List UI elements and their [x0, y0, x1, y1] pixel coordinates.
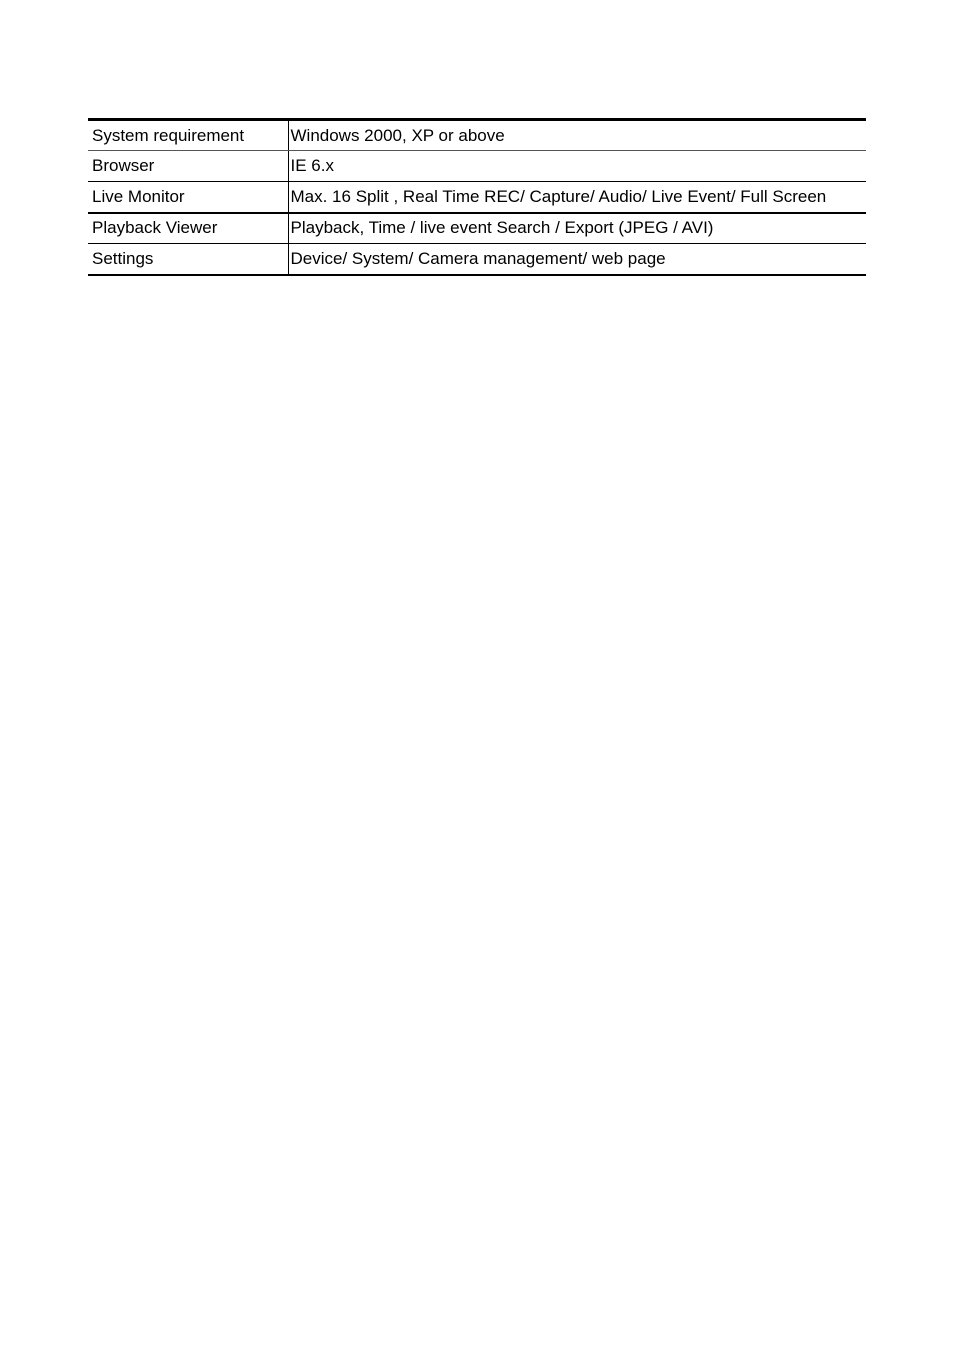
row-label: Browser: [88, 151, 288, 182]
table-row-system-requirement: [88, 120, 866, 151]
row-value: Windows 2000, XP or above: [288, 120, 866, 151]
table-row-live-monitor: [88, 182, 866, 213]
row-label: System requirement: [88, 120, 288, 151]
row-label: Settings: [88, 244, 288, 275]
specification-table: [88, 118, 866, 276]
table-row-playback-viewer: [88, 213, 866, 244]
row-label: Playback Viewer: [88, 213, 288, 244]
row-label: Live Monitor: [88, 182, 288, 213]
row-value: Playback, Time / live event Search / Export (JPEG / AVI): [288, 213, 866, 244]
table-row-settings: [88, 244, 866, 275]
row-value: Max. 16 Split , Real Time REC/ Capture/ Audio/ Live Event/ Full Screen: [288, 182, 866, 213]
row-value: Device/ System/ Camera management/ web page: [288, 244, 866, 275]
row-value: IE 6.x: [288, 151, 866, 182]
table-row-browser: [88, 151, 866, 182]
